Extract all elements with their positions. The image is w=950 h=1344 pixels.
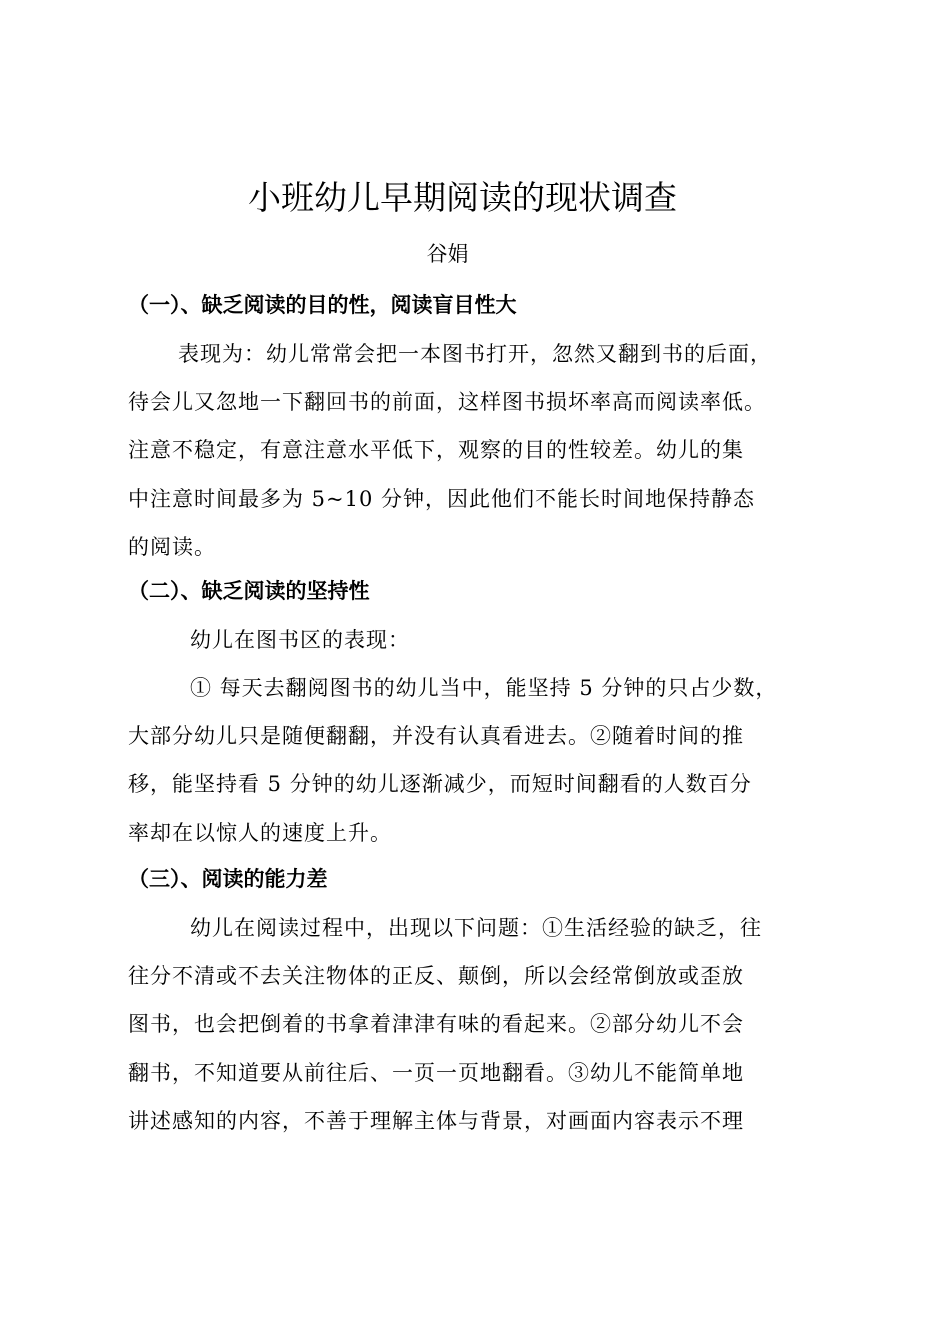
paragraph-line: 幼儿在阅读过程中，出现以下问题：①生活经验的缺乏，往: [190, 916, 762, 940]
paragraph-line: 待会儿又忽地一下翻回书的前面，这样图书损坏率高而阅读率低。: [128, 390, 766, 415]
section-1-paragraph-1: [128, 330, 850, 571]
paragraph-line: 中注意时间最多为 5~10 分钟，因此他们不能长时间地保持静态: [128, 486, 756, 511]
paragraph-line: ① 每天去翻阅图书的幼儿当中，能坚持 5 分钟的只占少数，: [190, 676, 778, 700]
document-title: 小班幼儿早期阅读的现状调查: [248, 178, 677, 217]
section-heading-1: （一）、缺乏阅读的目的性，阅读盲目性大: [128, 293, 517, 317]
section-heading-3: （三）、阅读的能力差: [128, 867, 328, 891]
paragraph-line: 讲述感知的内容，不善于理解主体与背景，对画面内容表示不理: [128, 1108, 744, 1133]
section-3-paragraph-1: [128, 904, 850, 1145]
paragraph-line: 往分不清或不去关注物体的正反、颠倒，所以会经常倒放或歪放: [128, 964, 744, 989]
section-heading-2: （二）、缺乏阅读的坚持性: [128, 579, 370, 603]
paragraph-line: 翻书，不知道要从前往后、一页一页地翻看。③幼儿不能简单地: [128, 1060, 744, 1085]
section-2-paragraph-2: [128, 664, 850, 857]
paragraph-line: 大部分幼儿只是随便翻翻，并没有认真看进去。②随着时间的推: [128, 724, 744, 749]
section-2-paragraph-1: [128, 616, 850, 664]
document-author: 谷娟: [426, 242, 469, 266]
paragraph-line: 的阅读。: [128, 534, 216, 559]
paragraph-line: 注意不稳定，有意注意水平低下，观察的目的性较差。幼儿的集: [128, 438, 744, 463]
paragraph-line: 移，能坚持看 5 分钟的幼儿逐渐减少，而短时间翻看的人数百分: [128, 772, 752, 797]
paragraph-line: 图书，也会把倒着的书拿着津津有味的看起来。②部分幼儿不会: [128, 1012, 744, 1037]
paragraph-line: 率却在以惊人的速度上升。: [128, 820, 392, 845]
paragraph-line: 幼儿在图书区的表现：: [190, 628, 410, 652]
paragraph-line: 表现为：幼儿常常会把一本图书打开，忽然又翻到书的后面，: [178, 342, 772, 366]
